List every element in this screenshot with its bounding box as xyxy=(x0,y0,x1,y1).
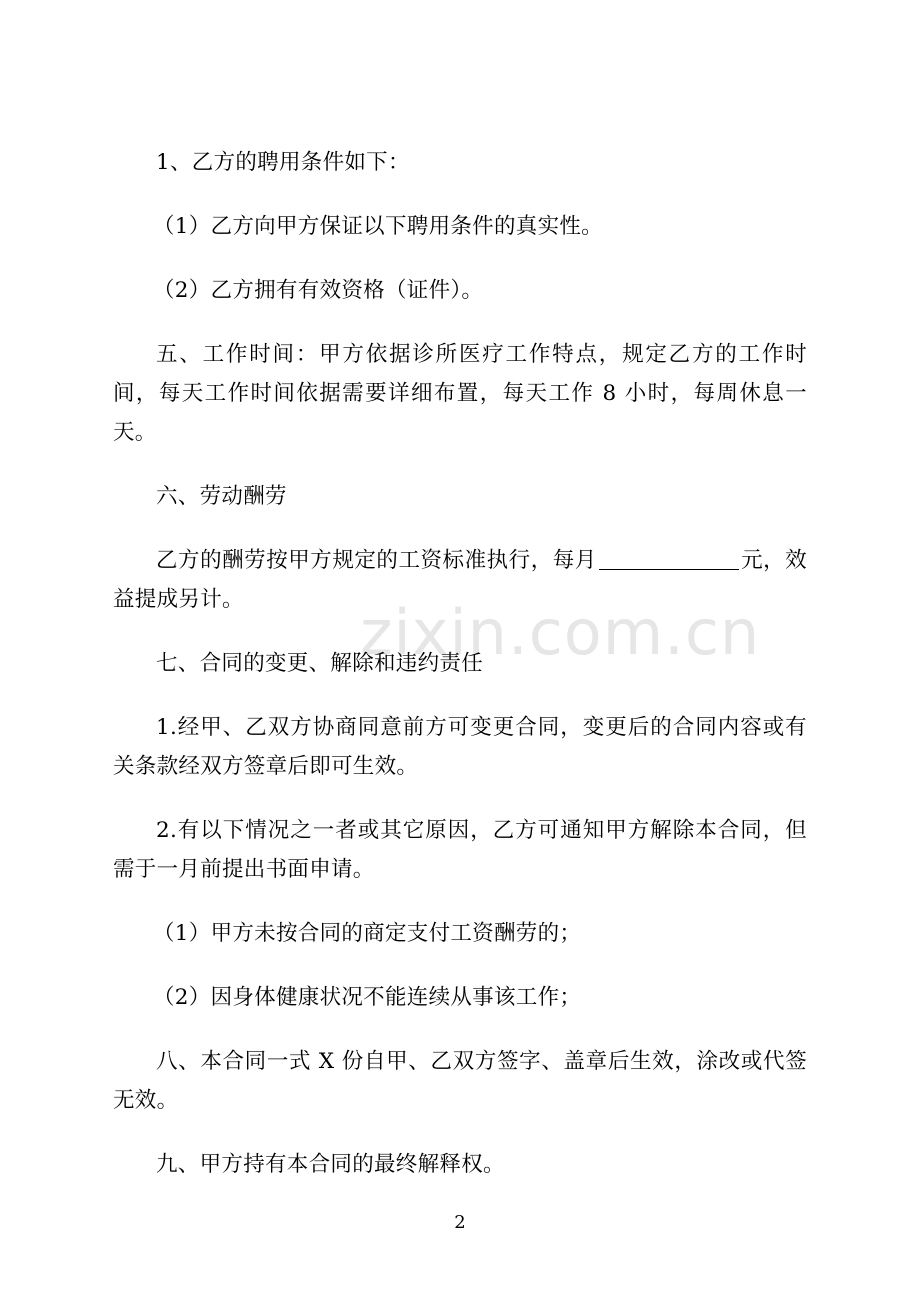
salary-amount-blank[interactable] xyxy=(599,545,739,570)
termination-reason-1: （1）甲方未按合同的商定支付工资酬劳的； xyxy=(153,921,582,946)
section-5-working-hours: 五、工作时间：甲方依据诊所医疗工作特点，规定乙方的工作时间，每天工作时间依据需要详细布置，每天工作 8 小时，每周休息一天。 xyxy=(113,342,807,445)
termination-reason-2: （2）因身体健康状况不能连续从事该工作； xyxy=(153,985,582,1010)
salary-text-after: 元，效益提成另计。 xyxy=(113,548,807,612)
section-7-heading: 七、合同的变更、解除和违约责任 xyxy=(156,651,484,676)
sub-item-2-qualification: （2）乙方拥有有效资格（证件）。 xyxy=(153,278,484,303)
clause-7-2-termination: 2.有以下情况之一者或其它原因，乙方可通知甲方解除本合同，但需于一月前提出书面申请。 xyxy=(113,818,807,882)
watermark-text: zixin.com.cn xyxy=(360,596,761,669)
salary-paragraph xyxy=(113,541,807,619)
section-9-interpretation: 九、甲方持有本合同的最终解释权。 xyxy=(156,1152,505,1177)
clause-1-employment-conditions: 1、乙方的聘用条件如下： xyxy=(156,150,410,175)
section-8-copies: 八、本合同一式 X 份自甲、乙双方签字、盖章后生效，涂改或代签无效。 xyxy=(113,1049,807,1113)
clause-7-1-contract-change: 1.经甲、乙双方协商同意前方可变更合同，变更后的合同内容或有关条款经双方签章后即可生效。 xyxy=(113,715,807,779)
salary-text-before: 乙方的酬劳按甲方规定的工资标准执行，每月 xyxy=(156,548,597,573)
section-6-heading: 六、劳动酬劳 xyxy=(156,484,287,509)
page-number: 2 xyxy=(454,1212,466,1233)
sub-item-1-authenticity: （1）乙方向甲方保证以下聘用条件的真实性。 xyxy=(153,214,603,239)
document-body xyxy=(113,143,807,1209)
